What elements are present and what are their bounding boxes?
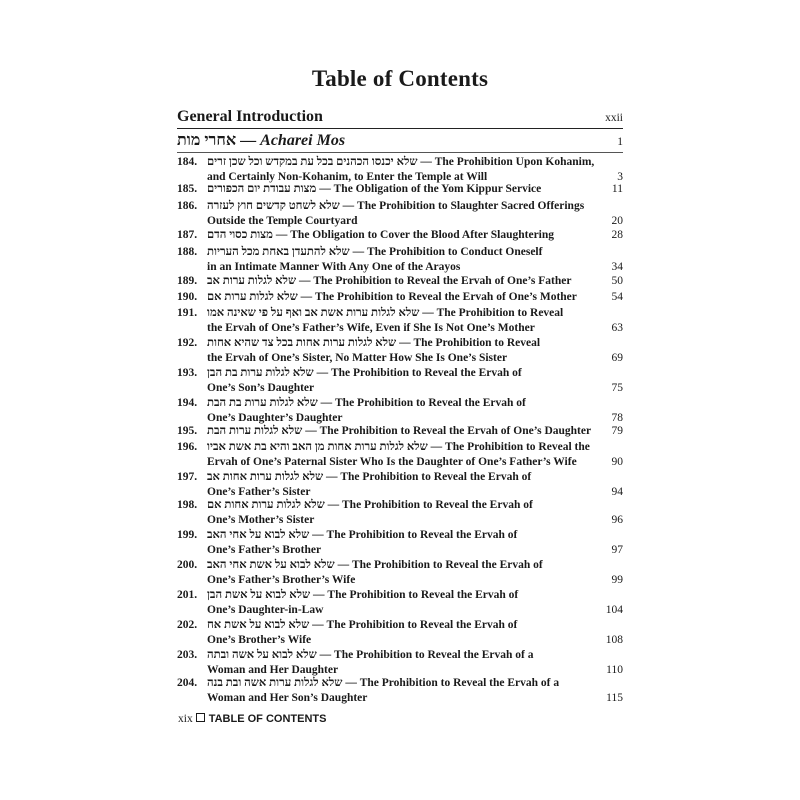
parsha-heading (177, 128, 623, 152)
toc-entry (177, 424, 623, 439)
entry-title-line1: — The Prohibition to Reveal the Ervah of One’s Daughter (305, 425, 592, 437)
entry-title-line1: — The Obligation to Cover the Blood After Slaughtering (275, 229, 555, 241)
entry-title-line1: — The Prohibition to Reveal the (430, 441, 590, 453)
toc-entry (177, 618, 623, 648)
entry-number: 186. (177, 200, 198, 212)
entry-hebrew-title: שלא יכנסו הכהנים בכל עת במקדש וכל שכן זרים (207, 156, 418, 168)
page-title: Table of Contents (311, 66, 489, 91)
entry-hebrew-title: שלא לשחט קדשים חוץ לעזרה (207, 200, 340, 212)
entry-hebrew-title: שלא לבוא על אשה ובתה (207, 649, 317, 661)
entry-title-line1: — The Prohibition to Reveal the Ervah of (320, 397, 526, 409)
entry-page-number: 63 (611, 322, 623, 334)
entry-number: 189. (177, 275, 198, 287)
entry-title-line2: Woman and Her Son’s Daughter (207, 692, 368, 704)
entry-page-number: 94 (611, 486, 623, 498)
toc-entry (177, 199, 623, 229)
entry-title-line1: — The Prohibition to Reveal the Ervah of (312, 619, 518, 631)
entry-number: 188. (177, 246, 198, 258)
entry-hebrew-title: שלא לגלות ערות אחות מן האב והיא בת אשת אביו (207, 441, 428, 453)
entry-number: 199. (177, 529, 198, 541)
entry-title-line2: in an Intimate Manner With Any One of the Arayos (207, 261, 461, 273)
entry-title-line2: the Ervah of One’s Father’s Wife, Even if She Is Not One’s Mother (207, 322, 535, 334)
entry-page-number: 97 (611, 544, 623, 556)
entry-page-number: 110 (606, 664, 623, 676)
entry-title-line1: — The Prohibition to Slaughter Sacred Offerings (342, 200, 585, 212)
entry-number: 193. (177, 367, 198, 379)
folio-number: xix (178, 713, 193, 725)
toc-entry (177, 648, 623, 678)
parsha-title: Acharei Mos (260, 132, 346, 149)
toc-entry (177, 245, 623, 275)
entry-title-line1: — The Prohibition to Reveal the Ervah of One’s Mother (300, 291, 577, 303)
entry-hebrew-title: שלא לגלות ערות אם (207, 291, 298, 303)
entry-page-number: 104 (605, 604, 623, 616)
parsha-dash: — (236, 132, 261, 149)
running-footer (178, 713, 326, 725)
toc-entry (177, 528, 623, 558)
entry-page-number: 108 (605, 634, 623, 646)
entry-title-line2: One’s Daughter-in-Law (207, 604, 324, 616)
square-bullet-icon (196, 713, 205, 722)
entry-title-line2: Outside the Temple Courtyard (207, 215, 358, 227)
entry-number: 195. (177, 425, 198, 437)
entry-title-line2: One’s Son’s Daughter (207, 382, 315, 394)
entry-number: 192. (177, 337, 198, 349)
entry-hebrew-title: שלא לגלות ערות אחות בכל צד שהיא אחות (207, 337, 397, 349)
entry-hebrew-title: שלא לגלות ערות אחות אם (207, 499, 325, 511)
toc-entry (177, 588, 623, 618)
entry-title-line2: One’s Father’s Brother’s Wife (207, 574, 356, 586)
entry-hebrew-title: שלא לגלות ערות בת הבת (207, 397, 318, 409)
toc-entry (177, 228, 623, 243)
entry-title-line1: — The Obligation of the Yom Kippur Service (319, 183, 542, 195)
parsha-hebrew: אחרי מות (177, 132, 237, 149)
entry-title-line1: — The Prohibition to Reveal (422, 307, 564, 319)
entry-title-line1: — The Prohibition to Conduct Oneself (352, 246, 543, 258)
entry-page-number: 28 (611, 229, 623, 241)
entry-hebrew-title: שלא לגלות ערות אשת אב ואף על פי שאינה אמו (207, 307, 420, 319)
entry-hebrew-title: שלא להתעדן באחת מכל העריות (207, 246, 350, 258)
entry-number: 202. (177, 619, 198, 631)
entry-number: 196. (177, 441, 198, 453)
entry-number: 200. (177, 559, 198, 571)
entry-page-number: 20 (611, 215, 623, 227)
entry-page-number: 69 (611, 352, 623, 364)
entry-page-number: 34 (611, 261, 623, 273)
entry-title-line1: — The Prohibition to Reveal the Ervah of (337, 559, 543, 571)
toc-entry (177, 676, 623, 706)
entry-number: 194. (177, 397, 198, 409)
toc-entry (177, 336, 623, 366)
toc-entry (177, 290, 623, 305)
entry-title-line2: One’s Mother’s Sister (207, 514, 315, 526)
entry-hebrew-title: מצות עבודת יום הכפורים (207, 183, 317, 195)
entry-page-number: 99 (611, 574, 623, 586)
entry-title-line1: — The Prohibition to Reveal the Ervah of a (345, 677, 560, 689)
entry-page-number: 50 (611, 275, 623, 287)
entry-number: 197. (177, 471, 198, 483)
entry-hebrew-title: שלא לבוא על אשת אחי האב (207, 559, 335, 571)
entry-page-number: 75 (611, 382, 623, 394)
entry-hebrew-title: שלא לבוא על אשת הבן (207, 589, 311, 601)
entry-hebrew-title: שלא לגלות ערות אשה ובת בנה (207, 677, 343, 689)
entry-hebrew-title: שלא לבוא על אחי האב (207, 529, 310, 541)
entry-number: 203. (177, 649, 198, 661)
general-introduction-label: General Introduction (177, 108, 323, 125)
entry-title-line2: One’s Brother’s Wife (207, 634, 312, 646)
entry-title-line2: the Ervah of One’s Sister, No Matter How She Is One’s Sister (207, 352, 508, 364)
entry-hebrew-title: שלא לגלות ערות הבת (207, 425, 303, 437)
entry-number: 185. (177, 183, 198, 195)
entry-page-number: 54 (611, 291, 623, 303)
entry-page-number: 79 (611, 425, 623, 437)
entry-title-line1: — The Prohibition Upon Kohanim, (420, 156, 595, 168)
entry-page-number: 96 (611, 514, 623, 526)
entry-title-line2: One’s Father’s Brother (207, 544, 322, 556)
entry-hebrew-title: שלא לגלות ערות בת הבן (207, 367, 314, 379)
entry-title-line2: and Certainly Non-Kohanim, to Enter the Temple at Will (207, 171, 488, 183)
entry-page-number: 90 (611, 456, 623, 468)
entry-page-number: 78 (611, 412, 623, 424)
entry-number: 187. (177, 229, 198, 241)
entry-page-number: 11 (611, 183, 623, 195)
entry-number: 204. (177, 677, 198, 689)
toc-entry (177, 396, 623, 426)
entry-title-line2: Woman and Her Daughter (207, 664, 339, 676)
entry-title-line1: — The Prohibition to Reveal the Ervah of (316, 367, 522, 379)
entry-hebrew-title: שלא לגלות ערות אב (207, 275, 297, 287)
entry-hebrew-title: שלא לבוא על אשת אח (207, 619, 310, 631)
toc-entry (177, 498, 623, 528)
general-introduction-heading (177, 106, 623, 128)
entry-title-line1: — The Prohibition to Reveal the Ervah of (327, 499, 533, 511)
entry-title-line1: — The Prohibition to Reveal the Ervah of a (319, 649, 534, 661)
entry-hebrew-title: מצות כסוי הדם (207, 229, 273, 241)
toc-entry (177, 182, 623, 197)
parsha-page: 1 (617, 136, 623, 148)
entry-number: 198. (177, 499, 198, 511)
entry-hebrew-title: שלא לגלות ערות אחות אב (207, 471, 324, 483)
entry-title-line1: — The Prohibition to Reveal the Ervah of (313, 589, 519, 601)
general-introduction-page: xxii (605, 112, 623, 124)
footer-title: TABLE OF CONTENTS (208, 713, 327, 725)
entry-title-line1: — The Prohibition to Reveal (399, 337, 541, 349)
toc-entry (177, 306, 623, 336)
entry-title-line2: One’s Father’s Sister (207, 486, 311, 498)
section-divider (177, 152, 623, 153)
toc-entry (177, 558, 623, 588)
entry-page-number: 3 (617, 171, 623, 183)
entry-title-line1: — The Prohibition to Reveal the Ervah of (312, 529, 518, 541)
entry-number: 184. (177, 156, 198, 168)
entry-title-line2: Ervah of One’s Paternal Sister Who Is the Daughter of One’s Father’s Wife (207, 456, 577, 468)
toc-entry (177, 366, 623, 396)
entry-title-line2: One’s Daughter’s Daughter (207, 412, 343, 424)
entry-title-line1: — The Prohibition to Reveal the Ervah of One’s Father (298, 275, 572, 287)
toc-entry (177, 274, 623, 289)
entry-number: 201. (177, 589, 198, 601)
entry-number: 190. (177, 291, 198, 303)
entry-title-line1: — The Prohibition to Reveal the Ervah of (325, 471, 532, 483)
entry-number: 191. (177, 307, 198, 319)
toc-entry (177, 155, 623, 185)
toc-entry (177, 440, 623, 470)
entry-page-number: 115 (606, 692, 623, 704)
toc-entry (177, 470, 623, 500)
